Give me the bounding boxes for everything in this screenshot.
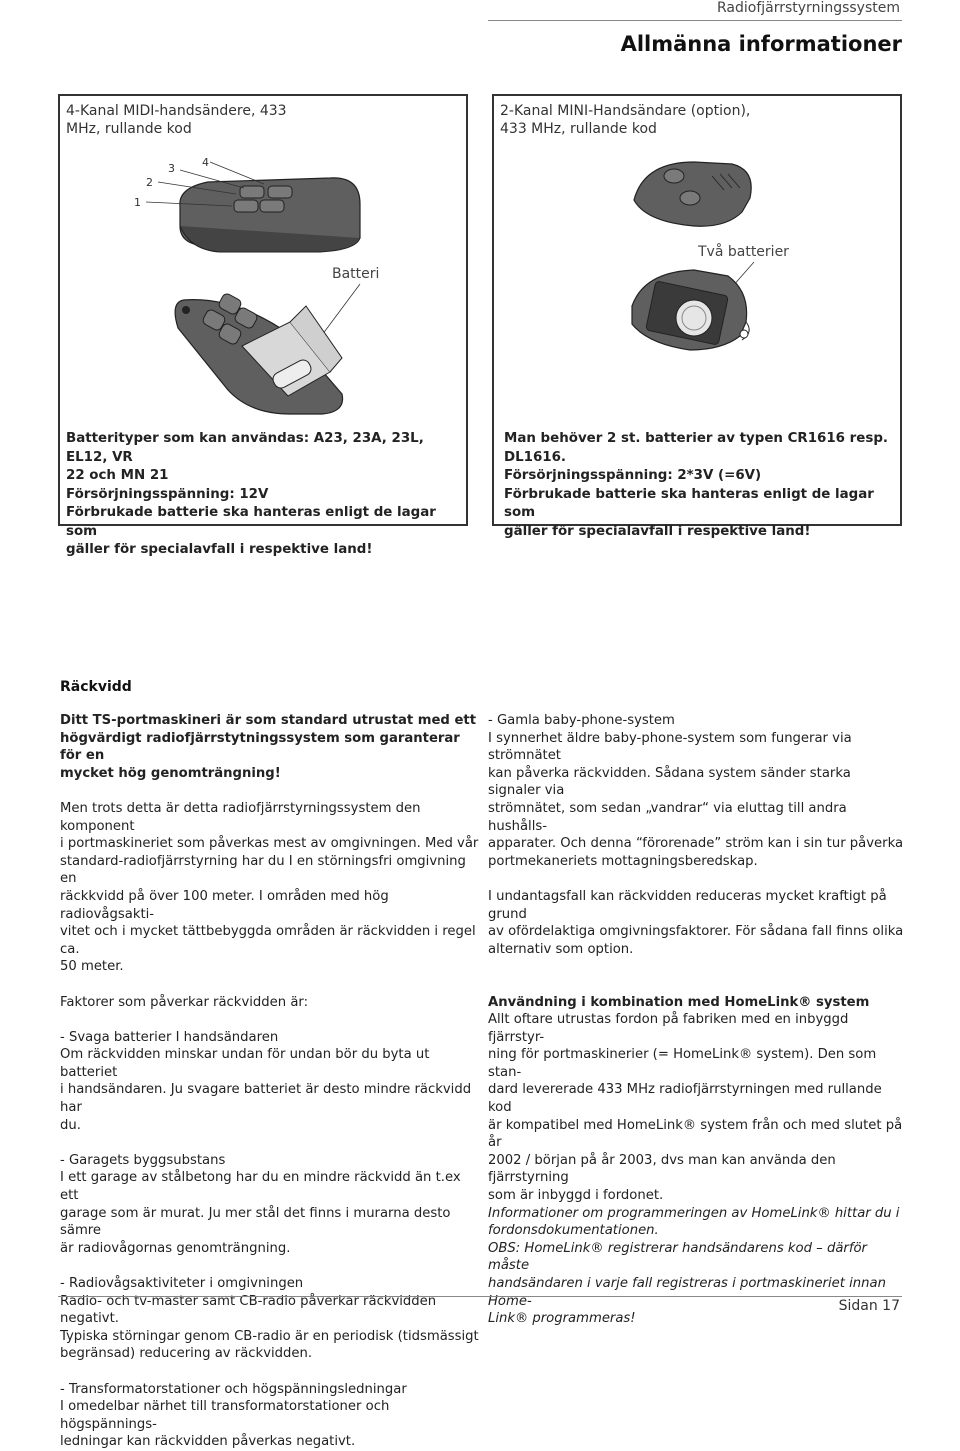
range-heading: Räckvidd — [60, 679, 132, 695]
factor-line: I synnerhet äldre baby-phone-system som fungerar via strömnätet — [488, 730, 852, 764]
footer-divider — [58, 1296, 902, 1297]
callout-3: 3 — [168, 162, 175, 175]
midi-battery-note — [66, 430, 466, 560]
factors-intro: Faktorer som påverkar räckvidden är: — [60, 994, 309, 1010]
factor-line: i handsändaren. Ju svagare batteriet är desto mindre räckvidd har — [60, 1082, 472, 1116]
callout-4: 4 — [202, 156, 209, 169]
mini-button-2 — [680, 191, 700, 205]
para-line: vitet och i mycket tättbebyggda områden är räckvidden i regel ca. — [60, 924, 476, 957]
midi-note-line: gäller för specialavfall i respektive land! — [66, 542, 373, 557]
midi-transmitter-panel — [58, 94, 468, 557]
mini-note-line: gäller för specialavfall i respektive land! — [504, 523, 811, 539]
factor-line: är radiovågornas genomträngning. — [60, 1240, 291, 1256]
midi-note-line: 22 och MN 21 — [66, 468, 169, 483]
header-divider — [488, 20, 902, 21]
mini-transmitter-illustration — [494, 96, 900, 426]
intro-line: Ditt TS-portmaskineri är som standard utrustat med ett — [60, 713, 477, 728]
factor-line: du. — [60, 1117, 81, 1133]
factor-line: portmekaneriets mottagningsberedskap. — [488, 853, 758, 869]
factor-line: I ett garage av stålbetong har du en mindre räckvidd än t.ex ett — [60, 1170, 461, 1204]
para-line: standard-radiofjärrstyrning har du I en störningsfri omgivning en — [60, 853, 466, 887]
factor-line: - Radiovågsaktiviteter i omgivningen — [60, 1276, 304, 1291]
homelink-italic-line: OBS: HomeLink® registrerar handsändarens kod – därför måste — [488, 1240, 867, 1274]
mini-button-1 — [664, 169, 684, 183]
homelink-line: som är inbyggd i fordonet. — [488, 1188, 664, 1204]
homelink-italic-line: handsändaren i varje fall registreras i portmaskineriet innan Home- — [488, 1276, 886, 1309]
midi-button-3 — [234, 200, 258, 212]
range-left-column — [60, 712, 480, 1451]
para-line: i portmaskineriet som påverkas mest av omgivningen. Med vår — [60, 836, 479, 852]
para-line: I undantagsfall kan räckvidden reduceras mycket kraftigt på grund — [488, 888, 887, 922]
factor-line: begränsad) reducering av räckvidden. — [60, 1346, 313, 1362]
homelink-line: Allt oftare utrustas fordon på fabriken med en inbyggd fjärrstyr- — [488, 1012, 849, 1045]
midi-note-line: Förbrukade batterie ska hanteras enligt de lagar som — [66, 505, 436, 539]
homelink-italic-line: Link® programmeras! — [488, 1311, 636, 1327]
factor-line: garage som är murat. Ju mer stål det finns i murarna desto sämre — [60, 1205, 451, 1239]
page-title: Allmänna informationer — [620, 32, 902, 56]
callout-1: 1 — [134, 196, 141, 209]
mini-note-line: Förbrukade batterie ska hanteras enligt de lagar som — [504, 486, 874, 520]
factor-line: Om räckvidden minskar undan för undan bör du byta ut batteriet — [60, 1047, 430, 1080]
homelink-line: dard levererade 433 MHz radiofjärrstyrningen med rullande kod — [488, 1082, 882, 1116]
factor-line: kan påverka räckvidden. Sådana system sänder starka signaler via — [488, 765, 851, 799]
range-right-column — [488, 712, 906, 1328]
homelink-italic-line: Informationer om programmeringen av HomeLink® hittar du i — [488, 1205, 900, 1221]
midi-button-4 — [260, 200, 284, 212]
homelink-line: 2002 / början på år 2003, dvs man kan använda den fjärrstyrning — [488, 1152, 836, 1186]
mini-battery-note — [504, 430, 900, 541]
homelink-italic-line: fordonsdokumentationen. — [488, 1223, 659, 1239]
para-line: alternativ som option. — [488, 941, 634, 957]
midi-note-line: Batterityper som kan användas: A23, 23A, 23L, EL12, VR — [66, 431, 424, 465]
factor-line: - Transformatorstationer och högspänningsledningar — [60, 1381, 407, 1397]
factor-line: - Garagets byggsubstans — [60, 1152, 226, 1168]
mini-note-line: DL1616. — [504, 449, 567, 465]
two-batteries-label: Två batterier — [698, 244, 789, 260]
para-line: räckkvidd på över 100 meter. I områden med hög radiovågsakti- — [60, 888, 389, 922]
factor-line: Radio- och tv-master samt CB-radio påverkar räckvidden negativt. — [60, 1293, 437, 1327]
factor-line: - Gamla baby-phone-system — [488, 713, 675, 728]
callout-2: 2 — [146, 176, 153, 189]
midi-transmitter-illustration — [60, 96, 466, 426]
homelink-heading: Användning i kombination med HomeLink® system — [488, 994, 870, 1010]
factor-line: Typiska störningar genom CB-radio är en periodisk (tidsmässigt — [60, 1328, 479, 1344]
para-line: av ofördelaktiga omgivningsfaktorer. För sådana fall finns olika — [488, 924, 904, 940]
factor-line: I omedelbar närhet till transformatorstationer och högspännings- — [60, 1399, 390, 1432]
midi-caption-line: MHz, rullande kod — [66, 121, 192, 137]
mini-transmitter-panel — [492, 94, 902, 539]
mini-note-line: Försörjningsspänning: 2*3V (=6V) — [504, 468, 762, 483]
midi-caption-line: 4-Kanal MIDI-handsändere, 433 — [66, 103, 287, 119]
factor-line: strömnätet, som sedan „vandrar“ via eluttag till andra hushålls- — [488, 800, 847, 834]
factor-line: - Svaga batterier I handsändaren — [60, 1029, 279, 1045]
midi-button-2 — [268, 186, 292, 198]
intro-line: mycket hög genomträngning! — [60, 765, 281, 781]
mini-caption-line: 2-Kanal MINI-Handsändare (option), — [500, 103, 751, 119]
midi-note-line: Försörjningsspänning: 12V — [66, 486, 269, 502]
mini-note-line: Man behöver 2 st. batterier av typen CR1616 resp. — [504, 431, 888, 446]
battery-label: Batteri — [332, 266, 380, 282]
para-line: Men trots detta är detta radiofjärrstyrningssystem den komponent — [60, 800, 421, 834]
factor-line: ledningar kan räckvidden påverkas negativt. — [60, 1434, 356, 1450]
page-number: Sidan 17 — [838, 1298, 900, 1314]
mini-caption-line: 433 MHz, rullande kod — [500, 121, 657, 137]
section-header: Radiofjärrstyrningssystem — [716, 0, 900, 16]
homelink-line: ning för portmaskinerier (= HomeLink® system). Den som stan- — [488, 1047, 877, 1080]
intro-line: högvärdigt radiofjärrstytningssystem som garanterar för en — [60, 730, 460, 764]
homelink-line: är kompatibel med HomeLink® system från och med slutet på år — [488, 1117, 903, 1151]
para-line: 50 meter. — [60, 959, 124, 975]
factor-line: apparater. Och denna “förorenade” ström kan i sin tur påverka — [488, 836, 904, 852]
mini-coin-cell — [676, 300, 712, 336]
